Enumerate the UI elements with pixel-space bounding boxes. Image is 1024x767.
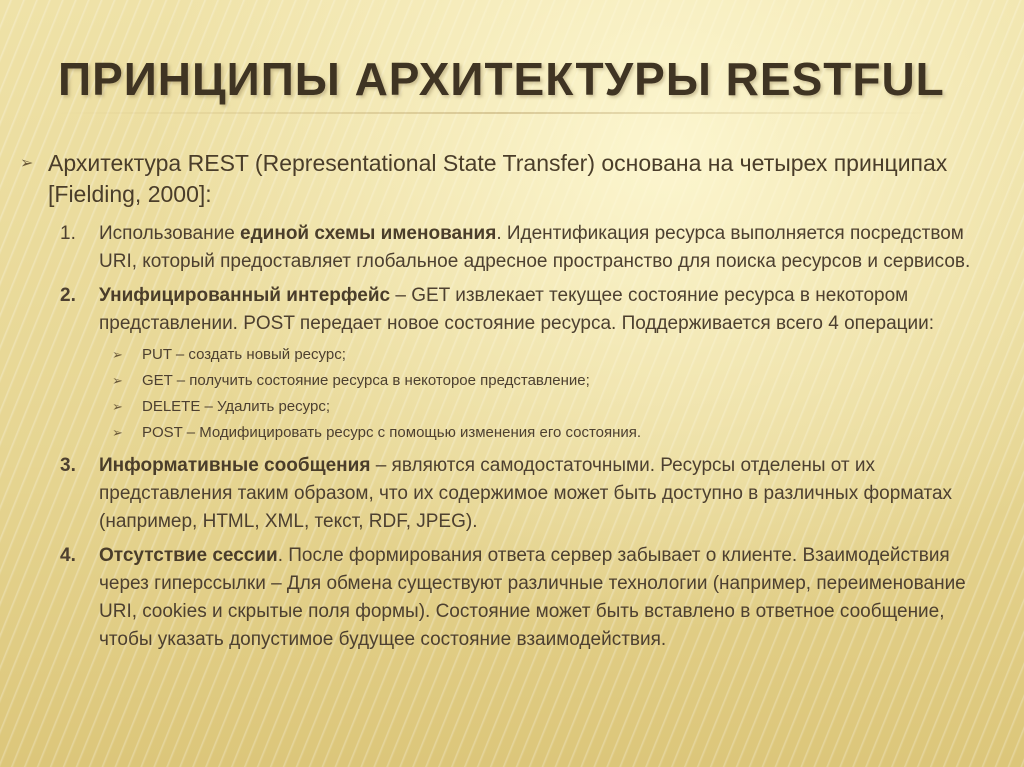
- title-divider: [58, 112, 938, 114]
- principle-item-3: [0, 452, 1024, 536]
- operations-list: [0, 342, 1024, 446]
- intro-paragraph: [0, 148, 1024, 210]
- principle-highlight: Унифицированный интерфейс: [99, 285, 391, 306]
- principle-highlight: единой схемы именования: [240, 223, 497, 244]
- operation-text: PUT – создать новый ресурс;: [142, 346, 346, 363]
- operation-item: [0, 368, 1024, 394]
- principle-highlight: Отсутствие сессии: [99, 545, 278, 566]
- operation-item: [0, 342, 1024, 368]
- operation-item: [0, 394, 1024, 420]
- principle-text: . После формирования ответа сервер забывает о клиенте. Взаимодействия через гиперссылки – Для обмена существуют различные технологии (например, переименование URI, cookies и скрытые поля формы). Состояние может быть вставлено в ответное сообщение, чтобы указать допустимое будущее состояние взаимодействия.: [99, 545, 966, 650]
- principle-item-2: [0, 282, 1024, 338]
- principle-highlight: Информативные сообщения: [99, 455, 371, 476]
- principle-number: 3.: [60, 455, 76, 476]
- arrow-bullet-icon: ➢: [112, 373, 123, 388]
- principle-item-4: [0, 542, 1024, 654]
- arrow-bullet-icon: ➢: [20, 155, 34, 172]
- principle-text: . Идентификация ресурса выполняется посредством URI, который предоставляет глобальное адресное пространство для поиска ресурсов и сервисов.: [99, 223, 971, 272]
- operation-text: DELETE – Удалить ресурс;: [142, 398, 330, 415]
- principle-number: 4.: [60, 545, 76, 566]
- operation-text: GET – получить состояние ресурса в некоторое представление;: [142, 372, 590, 389]
- principle-item-1: [0, 220, 1024, 276]
- slide-title: ПРИНЦИПЫ АРХИТЕКТУРЫ RESTFUL: [58, 53, 945, 105]
- principle-number: 1.: [60, 223, 76, 244]
- principle-text: – являются самодостаточными. Ресурсы отделены от их представления таким образом, что их содержимое может быть доступно в различных форматах (например, HTML, XML, текст, RDF, JPEG).: [99, 455, 953, 532]
- operation-text: POST – Модифицировать ресурс с помощью изменения его состояния.: [142, 424, 642, 441]
- principle-pre: Использование: [99, 223, 241, 244]
- arrow-bullet-icon: ➢: [112, 347, 123, 362]
- arrow-bullet-icon: ➢: [112, 399, 123, 414]
- arrow-bullet-icon: ➢: [112, 425, 123, 440]
- slide-content: [0, 148, 1024, 654]
- intro-text: Архитектура REST (Representational State Transfer) основана на четырех принципах [Fielding, 2000]:: [48, 150, 948, 207]
- principle-text: – GET извлекает текущее состояние ресурса в некотором представлении. POST передает новое состояние ресурса. Поддерживается всего 4 операции:: [99, 285, 935, 334]
- operation-item: [0, 420, 1024, 446]
- principle-number: 2.: [60, 285, 76, 306]
